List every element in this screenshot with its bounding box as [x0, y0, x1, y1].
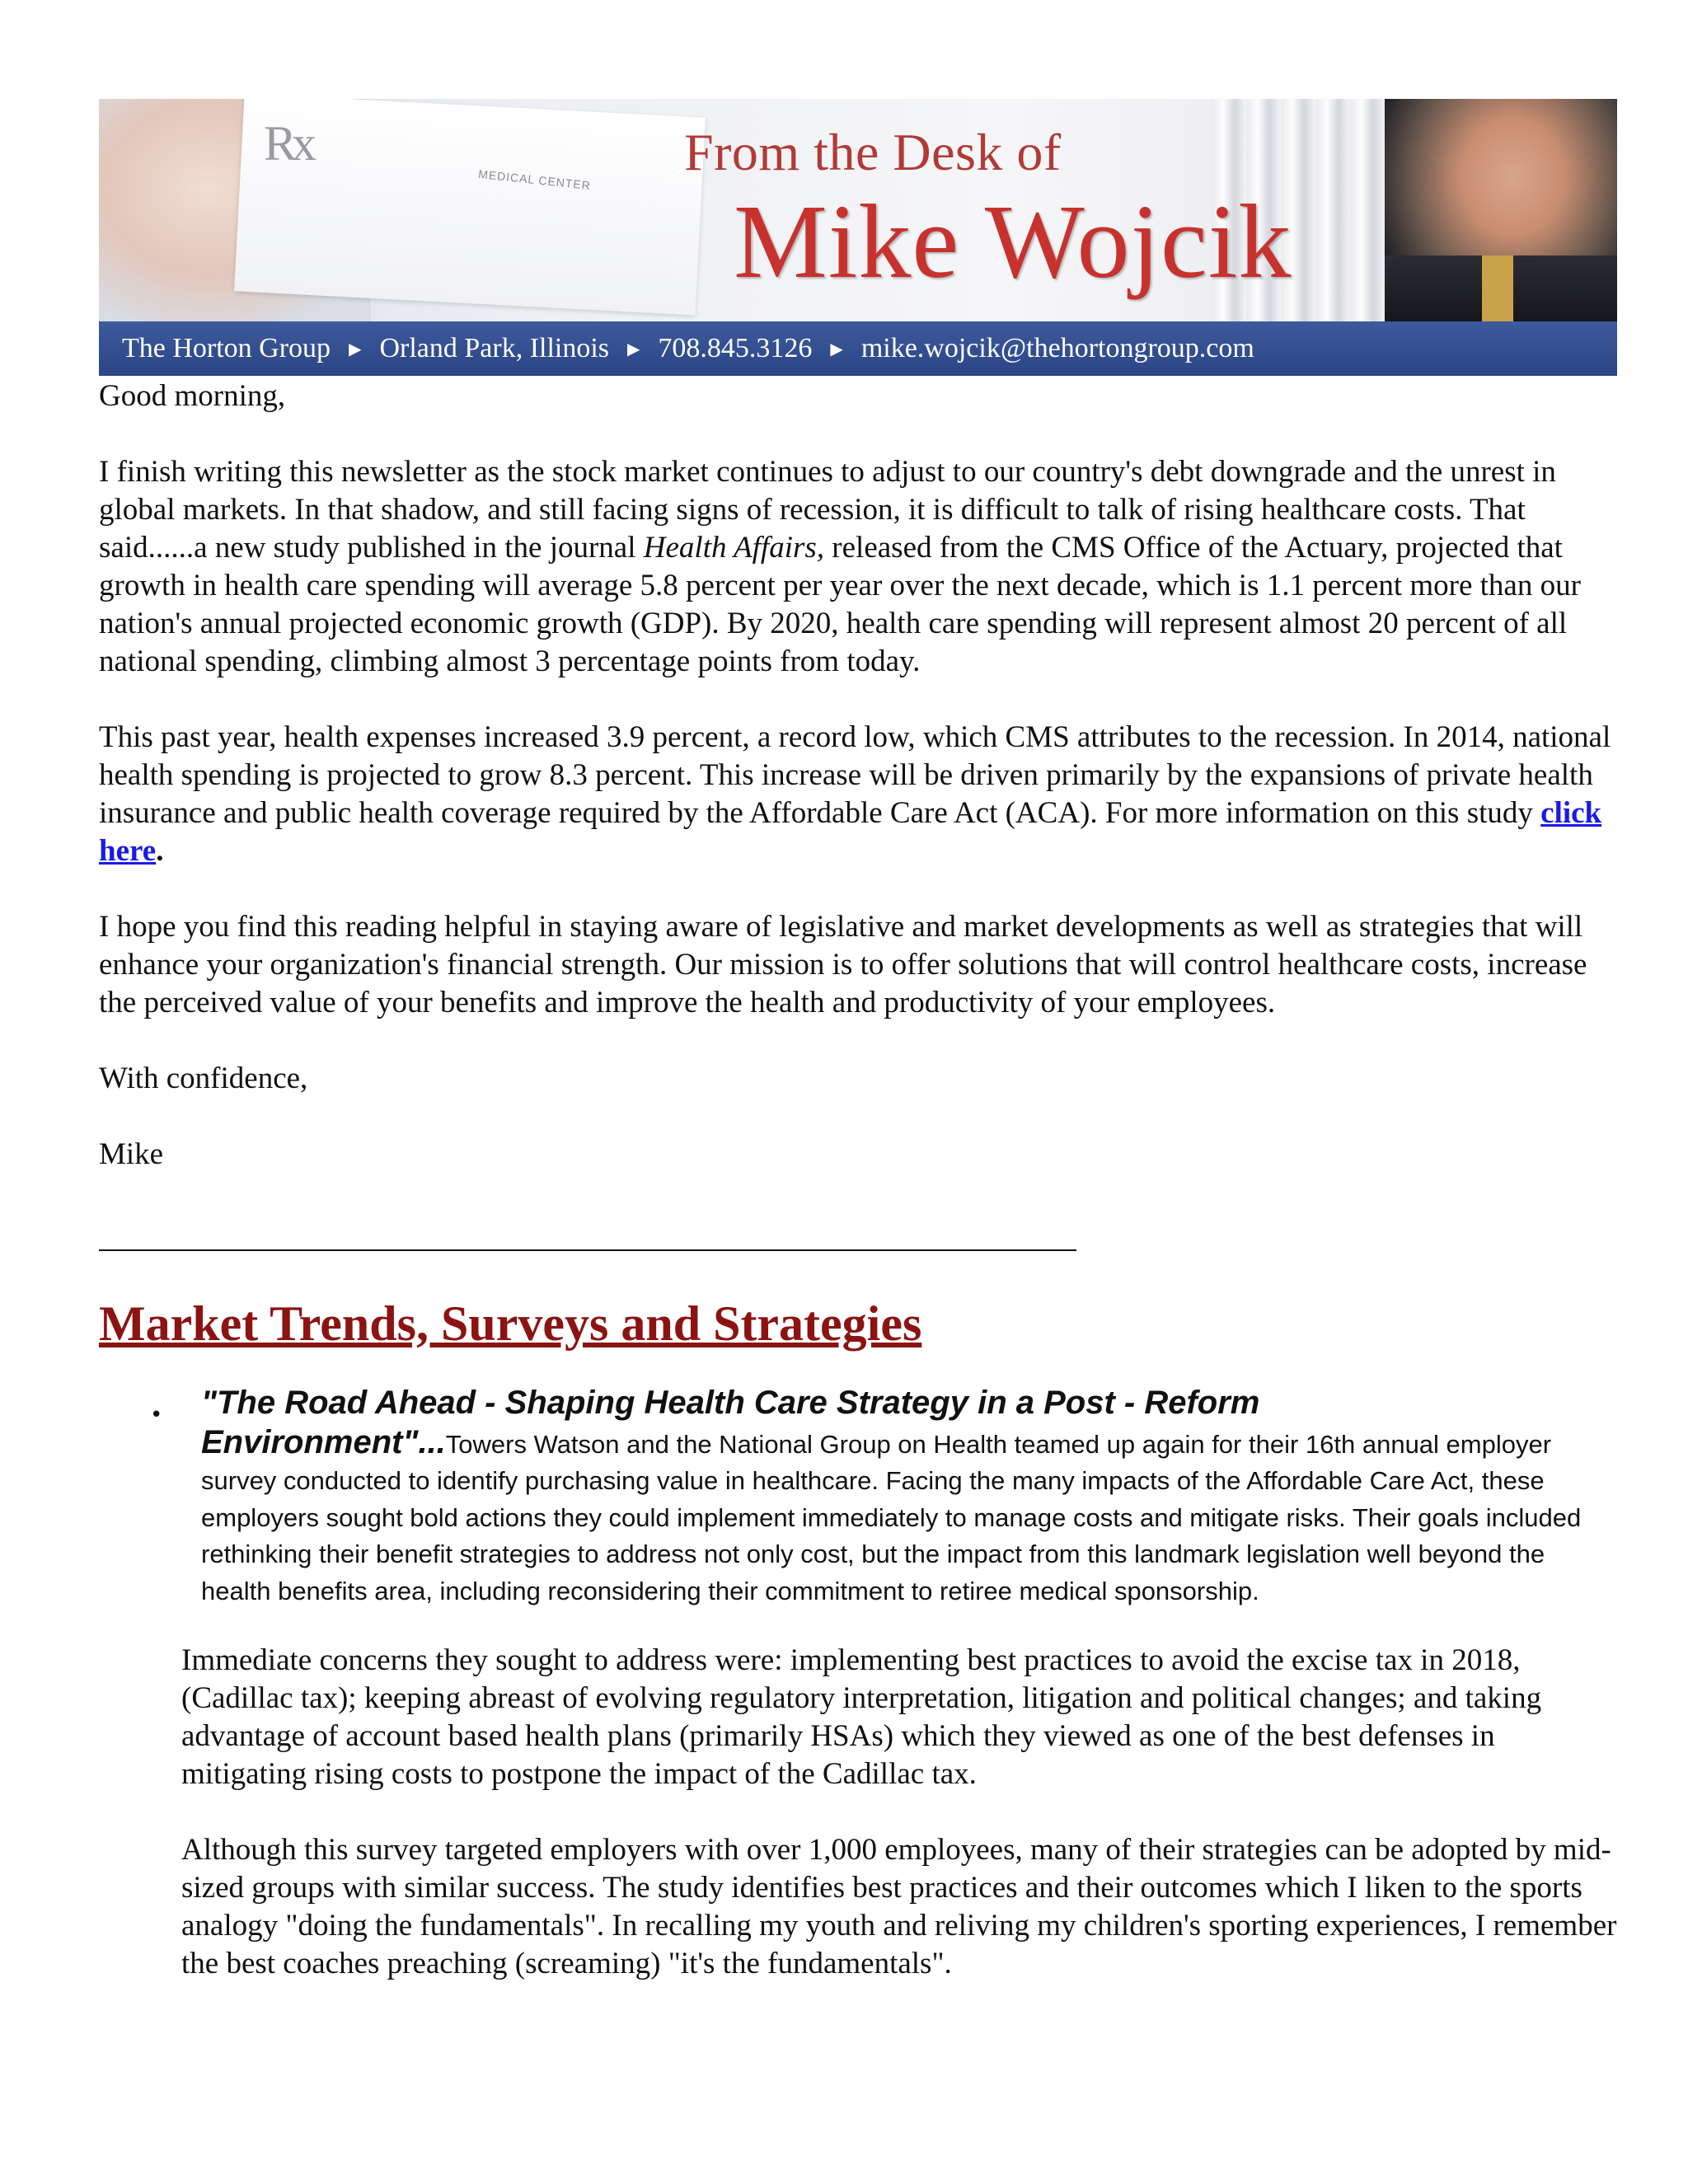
newsletter-body	[99, 377, 1617, 2021]
closing: With confidence,	[99, 1062, 308, 1095]
survey-title: "The Road Ahead - Shaping Health Care Strategy in a Post - Reform Environment"...	[201, 1385, 1260, 1460]
banner-name: Mike Wojcik	[734, 183, 1292, 300]
bullet-text	[201, 1385, 1586, 1610]
contact-phone: 708.845.3126	[658, 333, 813, 363]
spending-paragraph	[99, 719, 1617, 870]
intro-text-start: I finish writing this newsletter as the stock market continues to adjust to our country's debt downgrade and the unrest in global markets. In that shadow, and still facing signs of recession, it is difficult to talk of rising healthcare costs. That said......a new study published in the journal	[99, 455, 1556, 565]
journal-title: Health Affairs,	[643, 531, 825, 565]
banner-heading: From the Desk of	[684, 123, 1062, 181]
signature: Mike	[99, 1137, 164, 1171]
author-portrait	[1385, 99, 1617, 321]
contact-location: Orland Park, Illinois	[379, 333, 610, 363]
study-link[interactable]: click here	[99, 796, 1602, 868]
contact-email: mike.wojcik@thehortongroup.com	[860, 333, 1254, 363]
triangle-separator-icon: ▶	[349, 340, 362, 359]
contact-bar	[99, 321, 1617, 376]
triangle-separator-icon: ▶	[627, 340, 640, 359]
intro-text-end: released from the CMS Office of the Actuary, projected that growth in health care spending will average 5.8 percent per year over the next decade, which is 1.1 percent more than our nation's annual projected economic growth (GDP). By 2020, health care spending will represent almost 20 percent of all national spending, climbing almost 3 percentage points from today.	[99, 531, 1581, 678]
contact-company: The Horton Group	[122, 333, 331, 363]
mission-paragraph: I hope you find this reading helpful in staying aware of legislative and market developments as well as strategies that will enhance your organization's financial strength. Our mission is to offer solutions that will control healthcare costs, increase the perceived value of your benefits and improve the health and productivity of your employees.	[99, 910, 1587, 1019]
intro-paragraph	[99, 453, 1617, 681]
concerns-paragraph: Immediate concerns they sought to address were: implementing best practices to avoid the excise tax in 2018, (Cadillac tax); keeping abreast of evolving regulatory interpretation, litigation and political changes; and taking advantage of account based health plans (primarily HSAs) which they viewed as one of the best defenses in mitigating rising costs to postpone the impact of the Cadillac tax.	[181, 1643, 1542, 1791]
fundamentals-paragraph: Although this survey targeted employers with over 1,000 employees, many of their strategies can be adopted by mid-sized groups with similar success. The study identifies best practices and their outcomes which I liken to the sports analogy "doing the fundamentals". In recalling my youth and reliving my children's sporting experiences, I remember the best coaches preaching (screaming) "it's the fundamentals".	[181, 1832, 1617, 1980]
header-banner	[99, 99, 1617, 376]
triangle-separator-icon: ▶	[830, 340, 843, 359]
portrait-tie	[1482, 255, 1513, 321]
link-period: .	[156, 834, 164, 868]
spending-text: This past year, health expenses increased 3.9 percent, a record low, which CMS attributes to the recession. In 2014, national health spending is projected to grow 8.3 percent. This increase will be driven primarily by the expansions of private health insurance and public health coverage required by the Affordable Care Act (ACA). For more information on this study	[99, 720, 1611, 830]
survey-details	[181, 1642, 1617, 1983]
list-item	[99, 1385, 1617, 1610]
greeting: Good morning,	[99, 379, 286, 413]
section-divider	[99, 1249, 1076, 1251]
section-heading: Market Trends, Surveys and Strategies	[99, 1296, 922, 1351]
card-text: MEDICAL CENTER	[477, 166, 592, 193]
survey-summary: Towers Watson and the National Group on Health teamed up again for their 16th annual employer survey conducted to identify purchasing value in healthcare. Facing the many impacts of the Affordable Care Act, these employers sought bold actions they could implement immediately to manage costs and mitigate risks. Their goals included rethinking their benefit strategies to address not only cost, but the impact from this landmark legislation well beyond the health benefits area, including reconsidering their commitment to retiree medical sponsorship.	[201, 1429, 1582, 1605]
rx-mark: Rx	[264, 116, 312, 171]
bullet-icon: •	[150, 1403, 163, 1427]
